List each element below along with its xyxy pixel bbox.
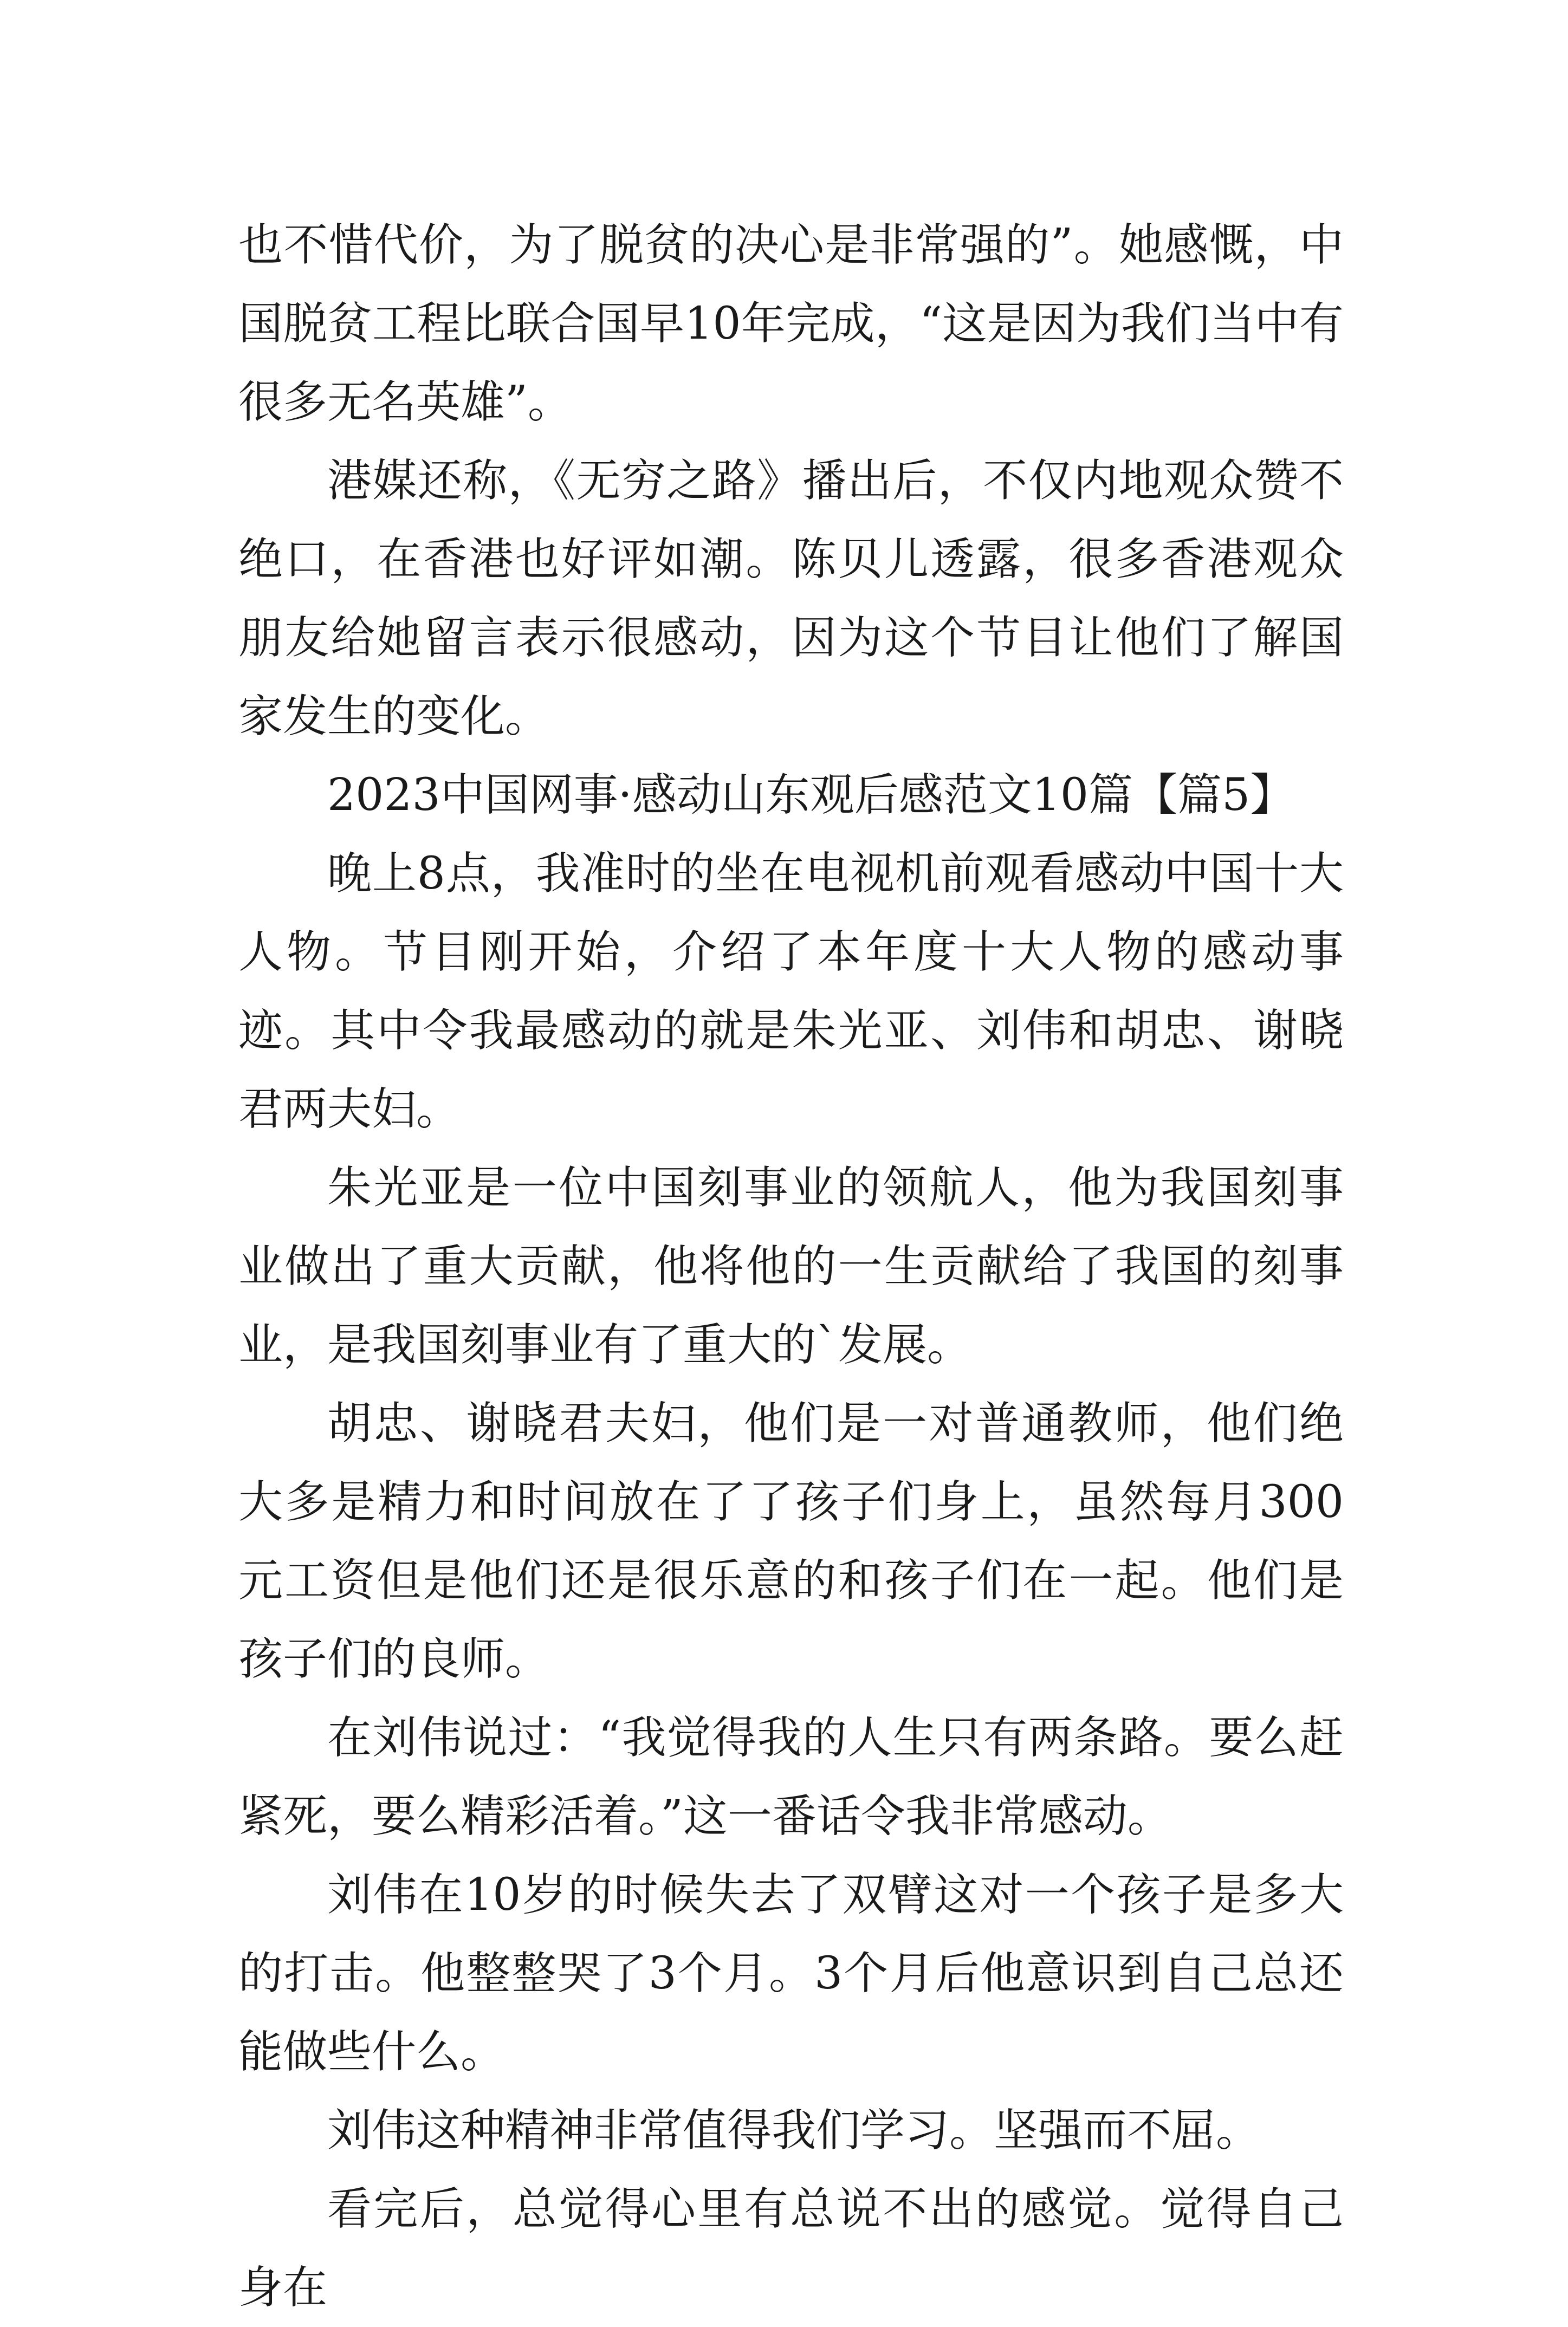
- paragraph-1: 也不惜代价，为了脱贫的决心是非常强的”。她感慨，中国脱贫工程比联合国早10年完成，“这是因为我们当中有很多无名英雄”。: [238, 219, 1344, 428]
- paragraph-3: 晚上8点，我准时的坐在电视机前观看感动中国十大人物。节目刚开始，介绍了本年度十大人物的感动事迹。其中令我最感动的就是朱光亚、刘伟和胡忠、谢晓君两夫妇。: [238, 848, 1344, 1135]
- paragraph-5: 胡忠、谢晓君夫妇，他们是一对普通教师，他们绝大多是精力和时间放在了了孩子们身上，虽然每月300元工资但是他们还是很乐意的和孩子们在一起。他们是孩子们的良师。: [238, 1398, 1344, 1685]
- paragraph-7: 刘伟在10岁的时候失去了双臂这对一个孩子是多大的打击。他整整哭了3个月。3个月后他意识到自己总还能做些什么。: [238, 1869, 1344, 2078]
- document-body: [238, 206, 1344, 2327]
- paragraph-4: 朱光亚是一位中国刻事业的领航人，他为我国刻事业做出了重大贡献，他将他的一生贡献给了我国的刻事业，是我国刻事业有了重大的`发展。: [238, 1162, 1344, 1371]
- section-heading: 2023中国网事·感动山东观后感范文10篇【篇5】: [327, 769, 1295, 821]
- paragraph-2: 港媒还称，《无穷之路》播出后，不仅内地观众赞不绝口，在香港也好评如潮。陈贝儿透露，很多香港观众朋友给她留言表示很感动，因为这个节目让他们了解国家发生的变化。: [238, 455, 1344, 742]
- paragraph-8: 刘伟这种精神非常值得我们学习。坚强而不屈。: [327, 2105, 1261, 2156]
- paragraph-6: 在刘伟说过：“我觉得我的人生只有两条路。要么赶紧死，要么精彩活着。”这一番话令我非常感动。: [238, 1712, 1344, 1842]
- paragraph-9: 看完后，总觉得心里有总说不出的感觉。觉得自己身在: [238, 2183, 1344, 2313]
